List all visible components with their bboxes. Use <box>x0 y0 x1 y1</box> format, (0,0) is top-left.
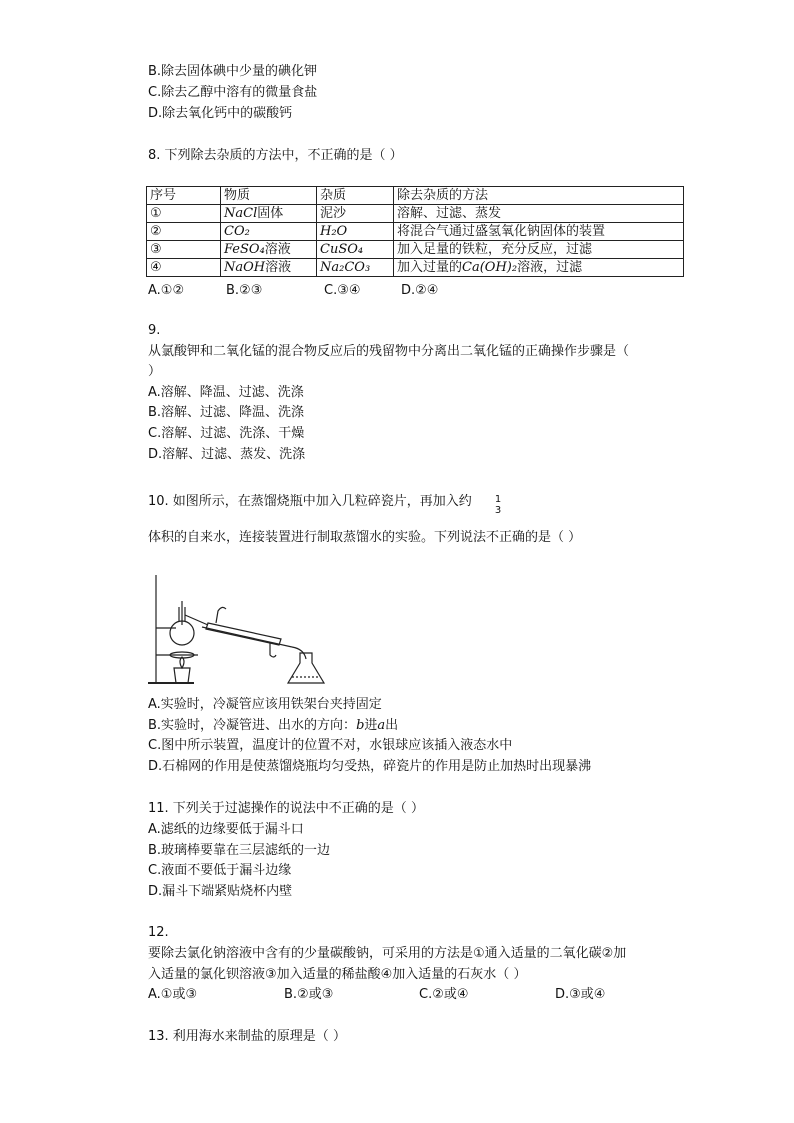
distillation-apparatus-figure <box>146 573 326 688</box>
q11-option-a: A.滤纸的边缘要低于漏斗口 <box>148 822 304 837</box>
row-number: ② <box>147 223 221 241</box>
substance-state: 溶液 <box>265 259 292 275</box>
q8-option-d: D.②④ <box>401 283 439 298</box>
row-number: ③ <box>147 241 221 259</box>
q9-stem-continued: ） <box>148 364 162 379</box>
q10-option-a: A.实验时，冷凝管应该用铁架台夹持固定 <box>148 697 382 712</box>
table-row <box>147 259 684 277</box>
substance-formula: FeSO₄ <box>224 241 265 257</box>
impurity-cell: Na₂CO₃ <box>317 259 394 277</box>
method-text: 加入过量的 <box>397 259 463 275</box>
q11-option-d: D.漏斗下端紧贴烧杯内壁 <box>148 884 293 899</box>
substance-cell <box>221 205 317 223</box>
alcohol-burner <box>174 668 190 683</box>
q9-stem: 从氯酸钾和二氧化锰的混合物反应后的残留物中分离出二氧化锰的正确操作步骤是（ <box>148 344 630 359</box>
row-number: ① <box>147 205 221 223</box>
header-cell: 物质 <box>221 187 317 205</box>
q8-option-a: A.①② <box>148 283 185 298</box>
impurity-cell: CuSO₄ <box>317 241 394 259</box>
row-number: ④ <box>147 259 221 277</box>
q7-option-b: B.除去固体碘中少量的碘化钾 <box>148 64 318 79</box>
q11-stem: 11. 下列关于过滤操作的说法中不正确的是（ ） <box>148 801 424 816</box>
header-cell: 序号 <box>147 187 221 205</box>
method-cell <box>394 223 684 241</box>
q8-option-b: B.②③ <box>226 283 263 298</box>
substance-cell <box>221 241 317 259</box>
substance-formula: CO₂ <box>224 223 250 239</box>
q12-option-b: B.②或③ <box>284 987 334 1002</box>
q10-option-b-out: 出 <box>385 718 399 733</box>
q11-option-b: B.玻璃棒要靠在三层滤纸的一边 <box>148 843 331 858</box>
q8-option-c: C.③④ <box>324 283 361 298</box>
q10-option-d: D.石棉网的作用是使蒸馏烧瓶均匀受热，碎瓷片的作用是防止加热时出现暴沸 <box>148 759 592 774</box>
method-text: 加入足量的铁粒，充分反应，过滤 <box>397 241 593 257</box>
substance-cell <box>221 223 317 241</box>
q10-option-b <box>148 718 398 734</box>
method-text: 溶解、过滤、蒸发 <box>397 205 502 221</box>
substance-formula: NaOH <box>224 259 266 275</box>
header-cell: 杂质 <box>317 187 394 205</box>
q9-number: 9. <box>148 323 161 338</box>
q7-option-c: C.除去乙醇中溶有的微量食盐 <box>148 85 318 100</box>
q10-option-b-in: 进 <box>364 718 378 733</box>
method-cell <box>394 259 684 277</box>
q12-option-c: C.②或④ <box>419 987 469 1002</box>
table-row <box>147 205 684 223</box>
method-cell <box>394 205 684 223</box>
q12-stem-line2: 入适量的氯化钡溶液③加入适量的稀盐酸④加入适量的石灰水（ ） <box>148 967 527 982</box>
q10-option-b-text: B.实验时，冷凝管进、出水的方向： <box>148 718 357 733</box>
table-row <box>147 223 684 241</box>
one-third-fraction <box>494 494 502 516</box>
burner-flame <box>180 657 184 668</box>
q8-stem: 8. 下列除去杂质的方法中，不正确的是（ ） <box>148 148 403 163</box>
q12-option-d: D.③或④ <box>555 987 606 1002</box>
impurity-cell: H₂O <box>317 223 394 241</box>
method-formula: Ca(OH)₂ <box>462 259 518 275</box>
q13-stem: 13. 利用海水来制盐的原理是（ ） <box>148 1029 346 1044</box>
q12-stem-line1: 要除去氯化钠溶液中含有的少量碳酸钠，可采用的方法是①通入适量的二氧化碳②加 <box>148 946 627 961</box>
substance-state: 固体 <box>257 205 284 221</box>
q10-option-b-var-a: a <box>377 718 386 733</box>
q9-option-a: A.溶解、降温、过滤、洗涤 <box>148 385 304 400</box>
q8-table <box>146 186 684 277</box>
table-header-row <box>147 187 684 205</box>
q12-option-a: A.①或③ <box>148 987 198 1002</box>
header-cell: 除去杂质的方法 <box>394 187 684 205</box>
q12-number: 12. <box>148 925 169 940</box>
water-outlet <box>216 607 226 623</box>
q11-option-c: C.液面不要低于漏斗边缘 <box>148 863 292 878</box>
method-text-end: 溶液，过滤 <box>517 259 583 275</box>
q10-stem-line2: 体积的自来水，连接装置进行制取蒸馏水的实验。下列说法不正确的是（ ） <box>148 530 582 545</box>
q7-option-d: D.除去氧化钙中的碳酸钙 <box>148 106 293 121</box>
table-row <box>147 241 684 259</box>
fraction-numerator: 1 <box>494 494 502 505</box>
q9-option-b: B.溶解、过滤、降温、洗涤 <box>148 405 305 420</box>
substance-formula: NaCl <box>224 205 258 221</box>
q9-option-d: D.溶解、过滤、蒸发、洗涤 <box>148 447 306 462</box>
method-text: 将混合气通过盛氢氧化钠固体的装置 <box>397 223 606 239</box>
fraction-denominator: 3 <box>494 505 502 516</box>
method-cell <box>394 241 684 259</box>
q9-option-c: C.溶解、过滤、洗涤、干燥 <box>148 426 305 441</box>
substance-cell <box>221 259 317 277</box>
q10-option-b-var-b: b <box>356 718 365 733</box>
water-inlet <box>270 643 276 657</box>
substance-state: 溶液 <box>264 241 291 257</box>
impurity-cell: 泥沙 <box>317 205 394 223</box>
q10-option-c: C.图中所示装置，温度计的位置不对，水银球应该插入液态水中 <box>148 738 513 753</box>
q10-stem-line1: 10. 如图所示，在蒸馏烧瓶中加入几粒碎瓷片，再加入约 <box>148 494 472 509</box>
